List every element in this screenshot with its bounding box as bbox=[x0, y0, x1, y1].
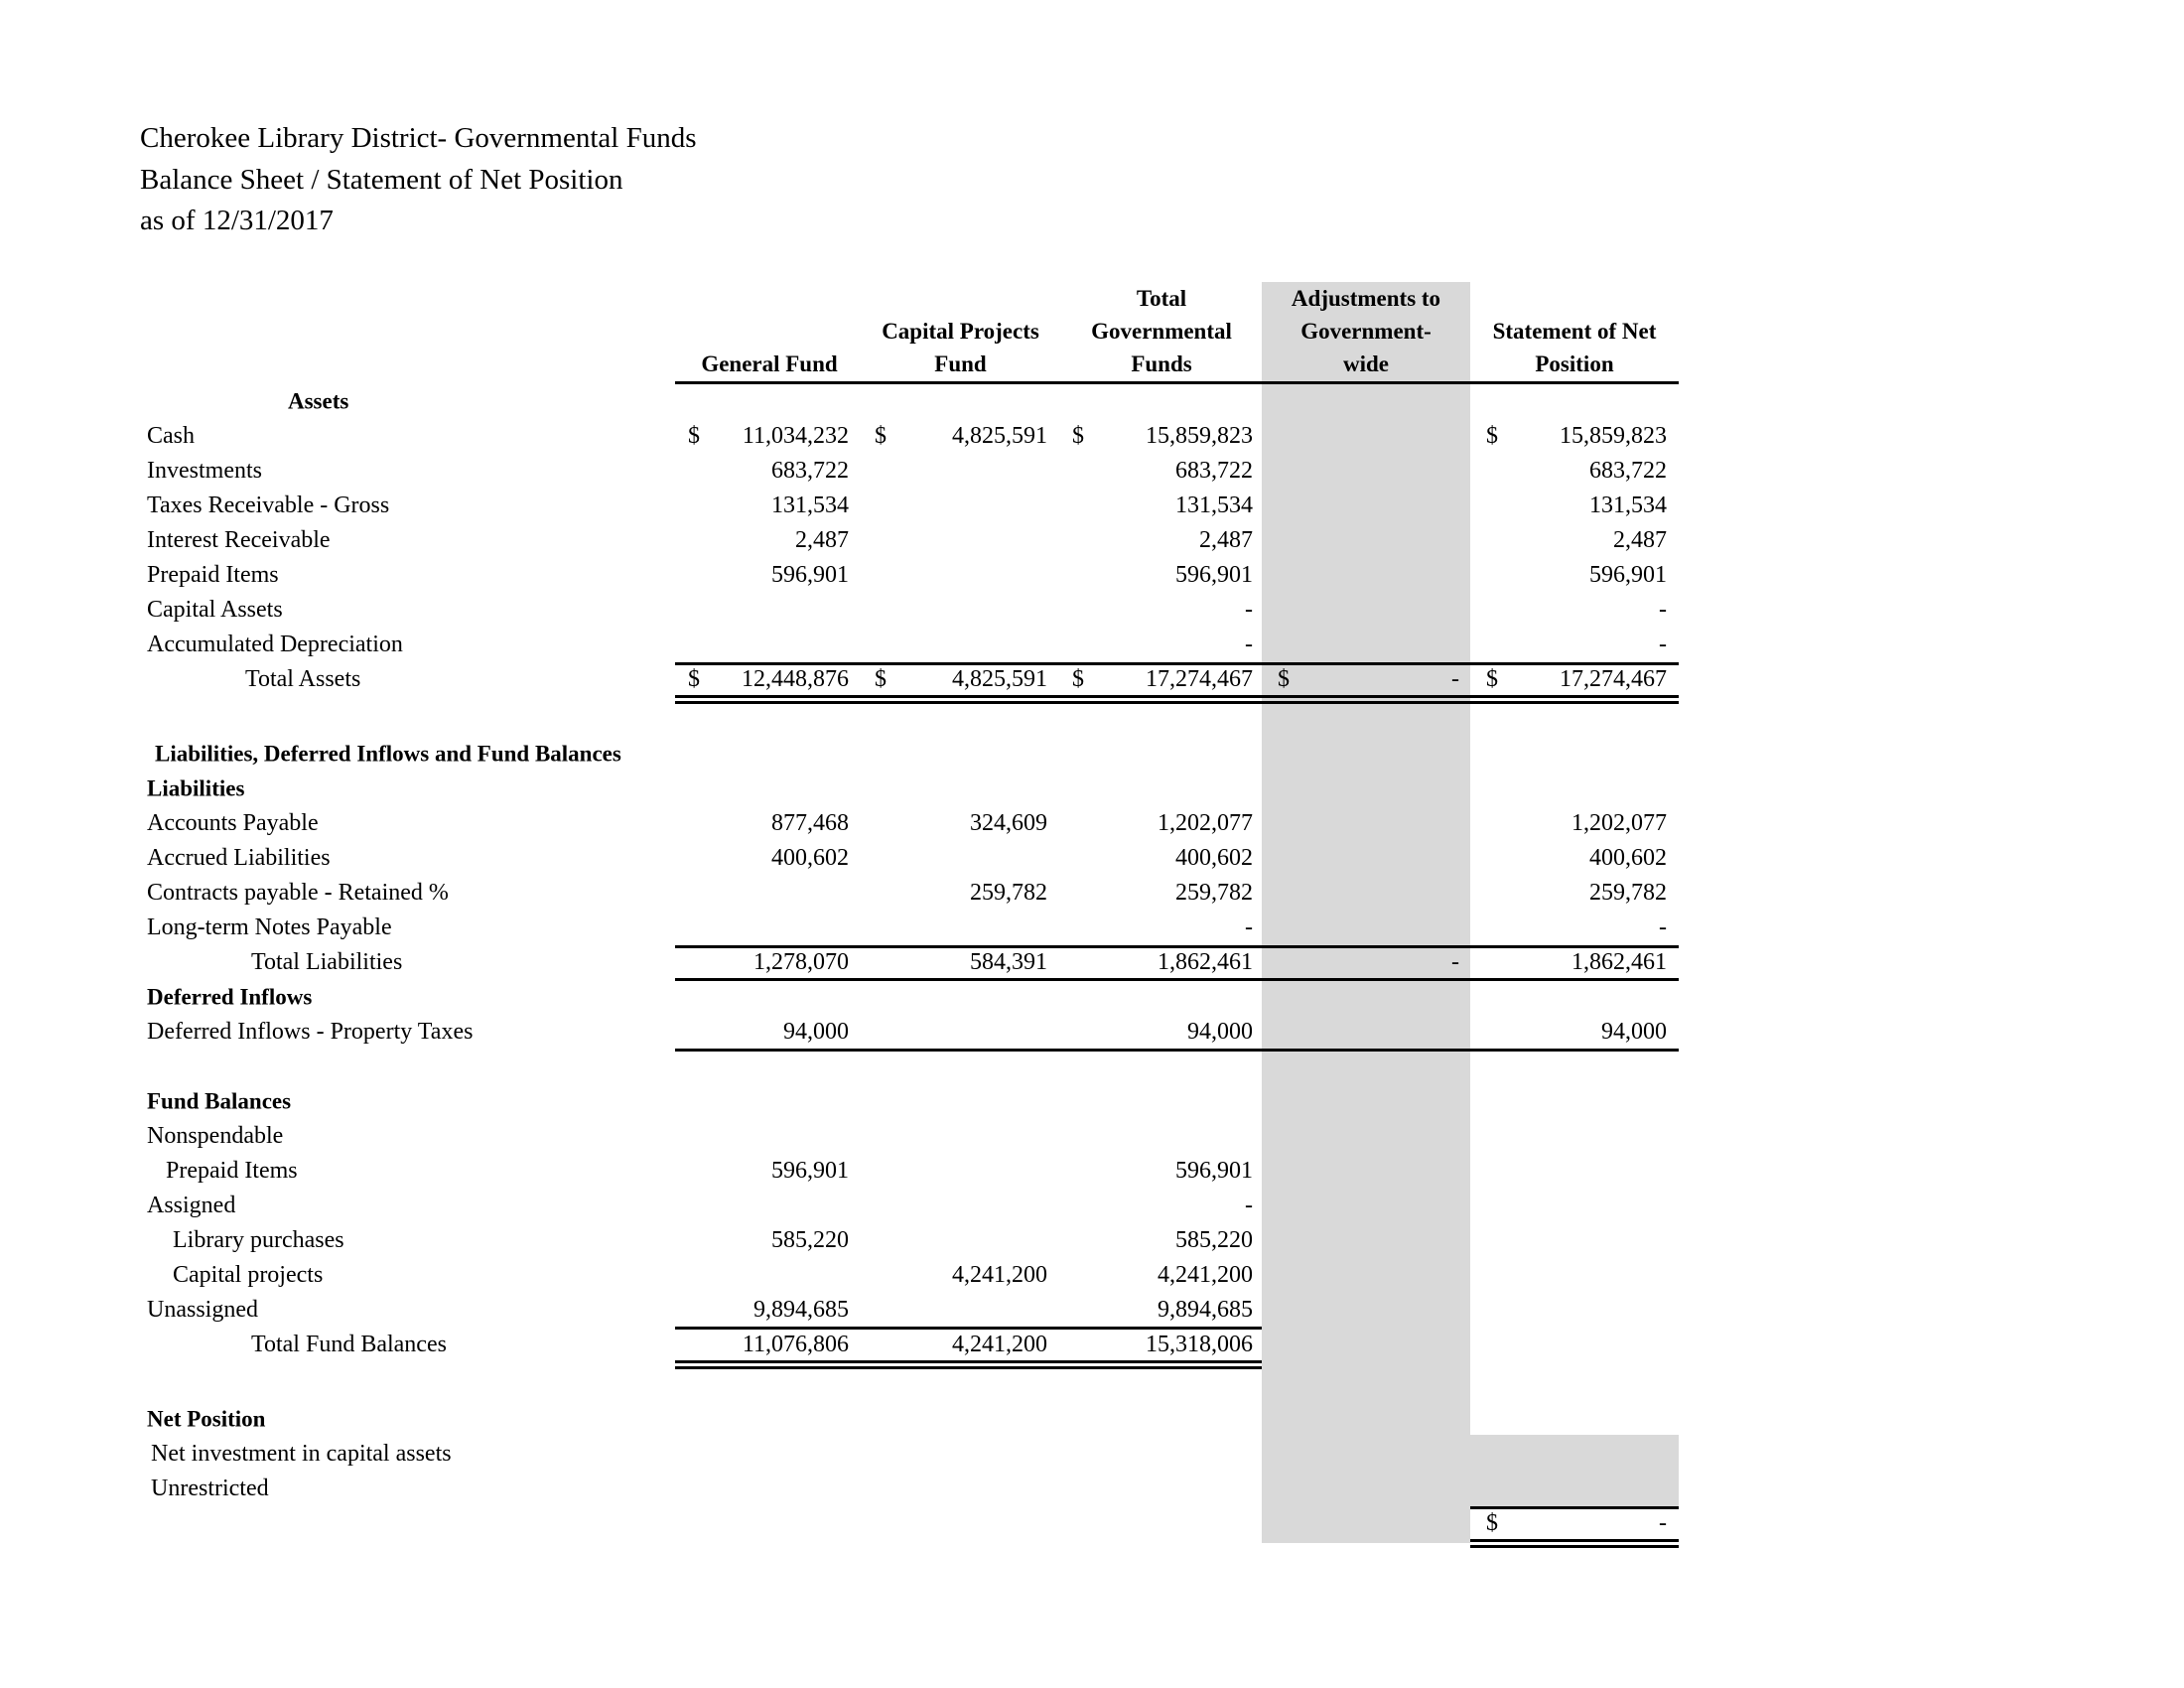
row-label-accumulated-depreciation: Accumulated Depreciation bbox=[147, 631, 403, 657]
row-label-interest-receivable: Interest Receivable bbox=[147, 526, 331, 553]
library-purchases-general: 585,220 bbox=[771, 1226, 849, 1253]
total-liabilities-capital: 584,391 bbox=[970, 948, 1047, 975]
row-label-prepaid-items: Prepaid Items bbox=[147, 561, 279, 588]
report-subtitle: Balance Sheet / Statement of Net Position bbox=[140, 164, 623, 196]
row-label-fb-prepaid-items: Prepaid Items bbox=[166, 1157, 298, 1184]
row-label-long-term-notes: Long-term Notes Payable bbox=[147, 914, 392, 940]
prepaid-items-total: 596,901 bbox=[1175, 561, 1253, 588]
header-capital-projects-1: Capital Projects bbox=[882, 319, 1039, 344]
currency-symbol: $ bbox=[1486, 665, 1498, 692]
contracts-payable-total: 259,782 bbox=[1175, 879, 1253, 906]
currency-symbol: $ bbox=[875, 665, 887, 692]
contracts-payable-capital: 259,782 bbox=[970, 879, 1047, 906]
row-label-contracts-payable: Contracts payable - Retained % bbox=[147, 879, 449, 906]
accounts-payable-general: 877,468 bbox=[771, 809, 849, 836]
header-adjustments-2: Government- bbox=[1300, 319, 1432, 344]
header-capital-projects-2: Fund bbox=[934, 352, 987, 376]
row-label-deferred-property-taxes: Deferred Inflows - Property Taxes bbox=[147, 1018, 474, 1045]
currency-symbol: $ bbox=[875, 422, 887, 449]
investments-general: 683,722 bbox=[771, 457, 849, 484]
fb-prepaid-items-general: 596,901 bbox=[771, 1157, 849, 1184]
capital-projects-total: 4,241,200 bbox=[1158, 1261, 1253, 1288]
row-label-investments: Investments bbox=[147, 457, 262, 484]
fb-prepaid-items-total: 596,901 bbox=[1175, 1157, 1253, 1184]
accrued-liabilities-total: 400,602 bbox=[1175, 844, 1253, 871]
row-label-accounts-payable: Accounts Payable bbox=[147, 809, 319, 836]
deferred-property-taxes-total: 94,000 bbox=[1187, 1018, 1253, 1045]
header-adjustments-3: wide bbox=[1343, 352, 1389, 376]
accounts-payable-capital: 324,609 bbox=[970, 809, 1047, 836]
row-label-capital-projects: Capital projects bbox=[173, 1261, 324, 1288]
header-snp-2: Position bbox=[1535, 352, 1614, 376]
total-liabilities-adjust: - bbox=[1451, 948, 1459, 975]
investments-snp: 683,722 bbox=[1589, 457, 1667, 484]
cash-total: 15,859,823 bbox=[1146, 422, 1253, 449]
row-label-total-fund-balances: Total Fund Balances bbox=[251, 1331, 447, 1357]
taxes-receivable-general: 131,534 bbox=[771, 492, 849, 518]
total-liabilities-topline bbox=[675, 945, 1679, 948]
net-position-total-snp: - bbox=[1659, 1509, 1667, 1536]
contracts-payable-snp: 259,782 bbox=[1589, 879, 1667, 906]
interest-receivable-snp: 2,487 bbox=[1613, 526, 1667, 553]
row-label-unassigned: Unassigned bbox=[147, 1296, 258, 1323]
taxes-receivable-total: 131,534 bbox=[1175, 492, 1253, 518]
row-label-taxes-receivable: Taxes Receivable - Gross bbox=[147, 492, 390, 518]
prepaid-items-general: 596,901 bbox=[771, 561, 849, 588]
cash-snp: 15,859,823 bbox=[1560, 422, 1667, 449]
accrued-liabilities-general: 400,602 bbox=[771, 844, 849, 871]
total-fund-balances-double-line-2 bbox=[675, 1366, 1262, 1369]
long-term-notes-snp: - bbox=[1659, 914, 1667, 940]
row-label-library-purchases: Library purchases bbox=[173, 1226, 344, 1253]
total-assets-capital: 4,825,591 bbox=[952, 665, 1047, 692]
total-liabilities-general: 1,278,070 bbox=[753, 948, 849, 975]
currency-symbol: $ bbox=[688, 422, 700, 449]
liabilities-section-heading: Liabilities, Deferred Inflows and Fund Balances bbox=[155, 741, 621, 767]
currency-symbol: $ bbox=[688, 665, 700, 692]
deferred-inflows-heading: Deferred Inflows bbox=[147, 984, 313, 1010]
total-fund-balances-topline bbox=[675, 1327, 1262, 1330]
prepaid-items-snp: 596,901 bbox=[1589, 561, 1667, 588]
assigned-total: - bbox=[1245, 1192, 1253, 1218]
total-fund-balances-total: 15,318,006 bbox=[1146, 1331, 1253, 1357]
unassigned-total: 9,894,685 bbox=[1158, 1296, 1253, 1323]
currency-symbol: $ bbox=[1486, 1509, 1498, 1536]
currency-symbol: $ bbox=[1072, 422, 1084, 449]
accumulated-depreciation-snp: - bbox=[1659, 631, 1667, 657]
row-label-total-assets: Total Assets bbox=[245, 665, 361, 692]
cash-capital: 4,825,591 bbox=[952, 422, 1047, 449]
net-position-shade bbox=[1470, 1435, 1679, 1508]
net-position-heading: Net Position bbox=[147, 1406, 266, 1432]
long-term-notes-total: - bbox=[1245, 914, 1253, 940]
total-liabilities-snp: 1,862,461 bbox=[1571, 948, 1667, 975]
deferred-property-taxes-snp: 94,000 bbox=[1601, 1018, 1667, 1045]
header-general-fund: General Fund bbox=[701, 352, 838, 376]
interest-receivable-general: 2,487 bbox=[795, 526, 849, 553]
cash-general: 11,034,232 bbox=[742, 422, 849, 449]
adjustments-column-shade bbox=[1262, 282, 1470, 1543]
total-assets-topline bbox=[675, 662, 1679, 665]
row-label-total-liabilities: Total Liabilities bbox=[251, 948, 403, 975]
capital-assets-total: - bbox=[1245, 596, 1253, 623]
total-fund-balances-capital: 4,241,200 bbox=[952, 1331, 1047, 1357]
fund-balances-heading: Fund Balances bbox=[147, 1088, 292, 1114]
total-assets-adjust: - bbox=[1451, 665, 1459, 692]
net-position-topline bbox=[1470, 1506, 1679, 1509]
taxes-receivable-snp: 131,534 bbox=[1589, 492, 1667, 518]
row-label-nonspendable: Nonspendable bbox=[147, 1122, 284, 1149]
capital-assets-snp: - bbox=[1659, 596, 1667, 623]
investments-total: 683,722 bbox=[1175, 457, 1253, 484]
total-assets-total: 17,274,467 bbox=[1146, 665, 1253, 692]
row-label-net-investment: Net investment in capital assets bbox=[151, 1440, 452, 1467]
row-label-unrestricted: Unrestricted bbox=[151, 1475, 269, 1501]
header-total-gov-3: Funds bbox=[1131, 352, 1192, 376]
accounts-payable-snp: 1,202,077 bbox=[1571, 809, 1667, 836]
total-assets-snp: 17,274,467 bbox=[1560, 665, 1667, 692]
row-label-capital-assets: Capital Assets bbox=[147, 596, 283, 623]
report-title: Cherokee Library District- Governmental Funds bbox=[140, 122, 697, 154]
header-total-gov-1: Total bbox=[1136, 286, 1187, 311]
library-purchases-total: 585,220 bbox=[1175, 1226, 1253, 1253]
currency-symbol: $ bbox=[1278, 665, 1290, 692]
total-assets-double-line-2 bbox=[675, 701, 1679, 704]
assets-heading: Assets bbox=[288, 388, 349, 414]
total-fund-balances-double-line-1 bbox=[675, 1360, 1262, 1363]
total-assets-double-line-1 bbox=[675, 695, 1679, 698]
row-label-assigned: Assigned bbox=[147, 1192, 236, 1218]
accrued-liabilities-snp: 400,602 bbox=[1589, 844, 1667, 871]
liabilities-heading: Liabilities bbox=[147, 775, 245, 801]
currency-symbol: $ bbox=[1072, 665, 1084, 692]
currency-symbol: $ bbox=[1486, 422, 1498, 449]
total-assets-general: 12,448,876 bbox=[742, 665, 849, 692]
row-label-cash: Cash bbox=[147, 422, 195, 449]
accumulated-depreciation-total: - bbox=[1245, 631, 1253, 657]
deferred-property-taxes-general: 94,000 bbox=[783, 1018, 849, 1045]
report-date: as of 12/31/2017 bbox=[140, 205, 334, 236]
net-position-double-line-1 bbox=[1470, 1539, 1679, 1542]
header-total-gov-2: Governmental bbox=[1091, 319, 1232, 344]
unassigned-general: 9,894,685 bbox=[753, 1296, 849, 1323]
deferred-inflows-underline bbox=[675, 1049, 1679, 1052]
total-liabilities-underline bbox=[675, 978, 1679, 981]
net-position-double-line-2 bbox=[1470, 1545, 1679, 1548]
header-snp-1: Statement of Net bbox=[1492, 319, 1657, 344]
accounts-payable-total: 1,202,077 bbox=[1158, 809, 1253, 836]
total-liabilities-total: 1,862,461 bbox=[1158, 948, 1253, 975]
row-label-accrued-liabilities: Accrued Liabilities bbox=[147, 844, 331, 871]
header-adjustments-1: Adjustments to bbox=[1291, 286, 1441, 311]
total-fund-balances-general: 11,076,806 bbox=[742, 1331, 849, 1357]
interest-receivable-total: 2,487 bbox=[1199, 526, 1253, 553]
header-underline bbox=[675, 381, 1679, 384]
capital-projects-capital: 4,241,200 bbox=[952, 1261, 1047, 1288]
